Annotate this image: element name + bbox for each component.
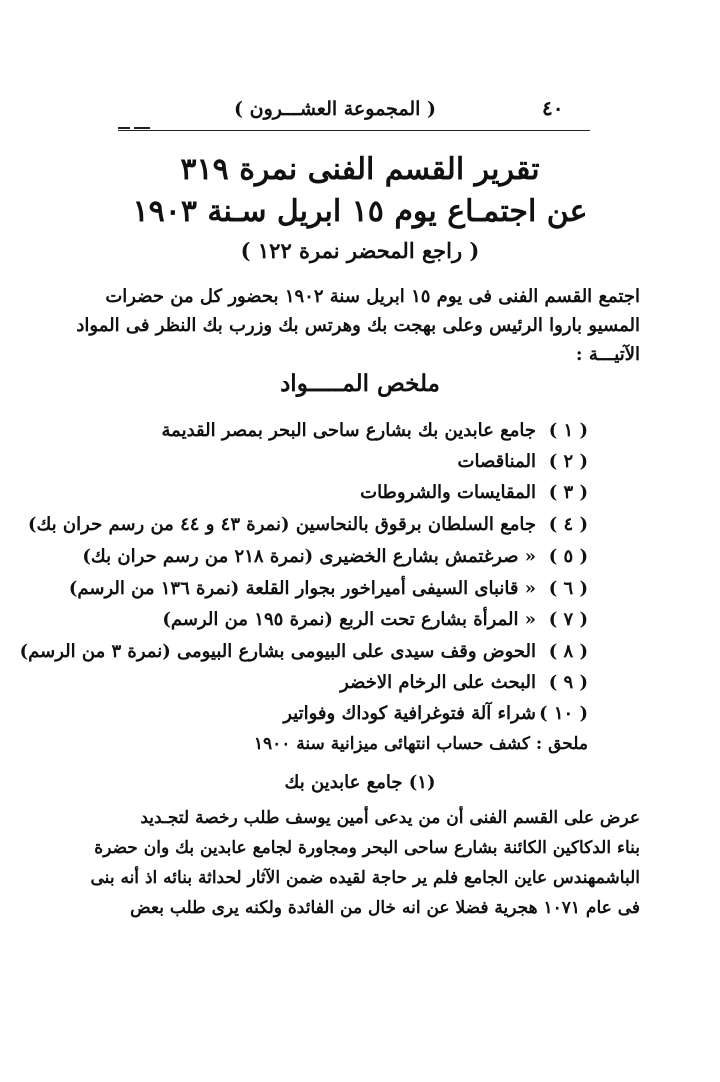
- report-reference: ( راجع المحضر نمرة ١٢٢ ): [240, 238, 480, 263]
- intro-line-3: الآتيـــة :: [575, 344, 640, 365]
- running-header-title: ( المجموعة العشـــرون ): [234, 98, 436, 120]
- body-line-1: عرض على القسم الفنى أن من يدعى أمين يوسف طلب رخصة لتجـديد: [140, 808, 640, 828]
- report-meeting-date: عن اجتمـاع يوم ١٥ ابريل سـنة ١٩٠٣: [132, 194, 588, 229]
- page-number: ٤٠: [542, 96, 564, 120]
- item-text: « صرغتمش بشارع الخضيرى (نمرة ٢١٨ من رسم حران بك): [82, 546, 536, 567]
- item-text: « المرأة بشارع تحت الربع (نمرة ١٩٥ من الرسم): [162, 609, 536, 630]
- item-text: شراء آلة فتوغرافية كوداك وفواتير: [283, 703, 536, 724]
- item-text: « قانباى السيفى أميراخور بجوار القلعة (نمرة ١٣٦ من الرسم): [68, 578, 536, 599]
- item-text: البحث على الرخام الاخضر: [340, 672, 536, 693]
- header-rule-dash: [134, 127, 150, 129]
- intro-line-2: المسيو باروا الرئيس وعلى بهجت بك وهرتس بك وزرب بك النظر فى المواد: [76, 315, 640, 336]
- body-line-2: بناء الدكاكين الكائنة بشارع ساحى البحر ومجاورة لجامع عابدين بك وان حضرة: [94, 838, 640, 858]
- item-number: ( ٨ ): [548, 641, 588, 662]
- item-text: جامع السلطان برقوق بالنحاسين (نمرة ٤٣ و ٤٤ من رسم حران بك): [27, 514, 536, 535]
- header-rule: [118, 130, 590, 131]
- item-text: الحوض وقف سيدى على البيومى بشارع البيومى (نمرة ٣ من الرسم): [19, 641, 536, 662]
- item-number: ( ١٠ ): [539, 703, 588, 724]
- report-title: تقرير القسم الفنى نمرة ٣١٩: [180, 152, 540, 187]
- annex-line: ملحق : كشف حساب انتهائى ميزانية سنة ١٩٠٠: [253, 734, 588, 754]
- item-number: ( ١ ): [548, 420, 588, 441]
- intro-line-1: اجتمع القسم الفنى فى يوم ١٥ ابريل سنة ١٩٠٢ بحضور كل من حضرات: [105, 286, 640, 307]
- item-text: المقايسات والشروطات: [360, 482, 536, 503]
- item-number: ( ٦ ): [548, 578, 588, 599]
- item-text: جامع عابدين بك بشارع ساحى البحر بمصر القديمة: [161, 420, 536, 441]
- summary-heading: ملخص المـــــواد: [280, 370, 440, 397]
- body-line-4: فى عام ١٠٧١ هجرية فضلا عن انه خال من الفائدة ولكنه يرى طلب بعض: [130, 898, 640, 918]
- item-number: ( ٧ ): [548, 609, 588, 630]
- item-number: ( ٤ ): [548, 514, 588, 535]
- item-number: ( ٩ ): [548, 672, 588, 693]
- header-rule-dash: [118, 127, 130, 129]
- item-number: ( ٥ ): [548, 546, 588, 567]
- item-text: المناقصات: [457, 451, 536, 472]
- item-number: ( ٢ ): [548, 451, 588, 472]
- section-heading: (١) جامع عابدين بك: [284, 772, 436, 793]
- body-line-3: الباشمهندس عاين الجامع فلم ير حاجة لقيده ضمن الآثار لحداثة بنائه اذ أنه بنى: [90, 868, 640, 888]
- item-number: ( ٣ ): [548, 482, 588, 503]
